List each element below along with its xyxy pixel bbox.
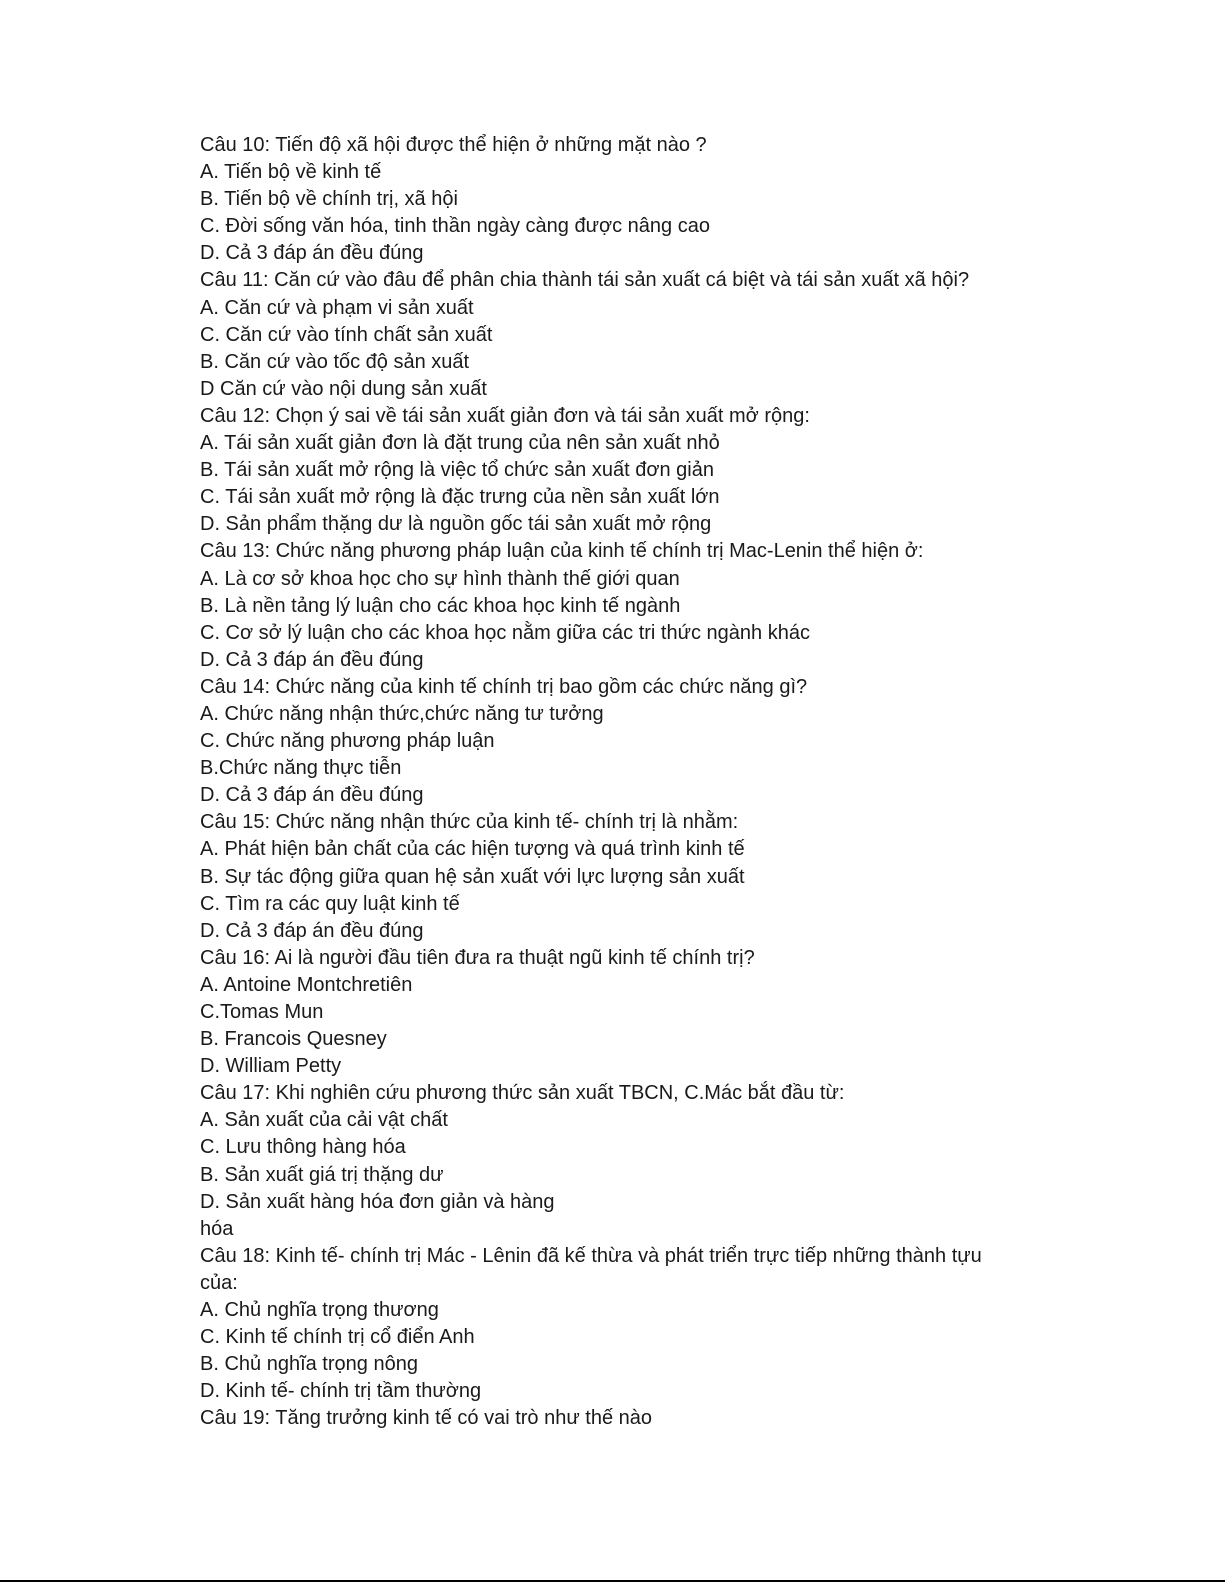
answer-line: B. Chủ nghĩa trọng nông xyxy=(200,1353,418,1376)
question-line: Câu 19: Tăng trưởng kinh tế có vai trò như thế nào xyxy=(200,1407,653,1430)
question-line: Câu 10: Tiến độ xã hội được thể hiện ở những mặt nào ? xyxy=(200,134,707,156)
answer-line: D. William Petty xyxy=(200,1055,342,1078)
answer-line: B. Sản xuất giá trị thặng dư xyxy=(200,1163,444,1186)
answer-line: D. Sản phẩm thặng dư là nguồn gốc tái sản xuất mở rộng xyxy=(200,513,712,536)
answer-line: B. Francois Quesney xyxy=(200,1028,387,1051)
answer-line: A. Tái sản xuất giản đơn là đặt trung của nên sản xuất nhỏ xyxy=(200,432,720,455)
answer-line: của: xyxy=(200,1271,238,1294)
answer-line: C. Tìm ra các quy luật kinh tế xyxy=(200,892,460,915)
answer-line: D. Cả 3 đáp án đều đúng xyxy=(200,919,424,942)
answer-line: B. Là nền tảng lý luận cho các khoa học kinh tế ngành xyxy=(200,594,681,617)
answer-line: B. Tái sản xuất mở rộng là việc tổ chức sản xuất đơn giản xyxy=(200,459,714,482)
answer-line: D Căn cứ vào nội dung sản xuất xyxy=(200,377,487,400)
question-line: Câu 11: Căn cứ vào đâu để phân chia thành tái sản xuất cá biệt và tái sản xuất xã hội? xyxy=(200,269,970,292)
answer-line: D. Cả 3 đáp án đều đúng xyxy=(200,784,424,807)
answer-line: B. Tiến bộ về chính trị, xã hội xyxy=(200,188,458,211)
answer-line: D. Kinh tế- chính trị tầm thường xyxy=(200,1380,482,1403)
answer-line: C. Lưu thông hàng hóa xyxy=(200,1136,406,1159)
answer-line: A. Chủ nghĩa trọng thương xyxy=(200,1299,439,1322)
answer-line: A. Tiến bộ về kinh tế xyxy=(200,161,382,184)
answer-line: C. Cơ sở lý luận cho các khoa học nằm giữa các tri thức ngành khác xyxy=(200,621,810,644)
answer-line: hóa xyxy=(200,1217,234,1240)
answer-line: B. Sự tác động giữa quan hệ sản xuất với lực lượng sản xuất xyxy=(200,865,745,888)
answer-line: A. Sản xuất của cải vật chất xyxy=(200,1109,448,1132)
answer-line: D. Cả 3 đáp án đều đúng xyxy=(200,648,424,671)
question-line: Câu 18: Kinh tế- chính trị Mác - Lênin đã kế thừa và phát triển trực tiếp những thành tựu xyxy=(200,1244,982,1267)
answer-line: C. Căn cứ vào tính chất sản xuất xyxy=(200,323,493,346)
question-line: Câu 13: Chức năng phương pháp luận của kinh tế chính trị Mac-Lenin thể hiện ở: xyxy=(200,540,924,563)
answer-line: A. Phát hiện bản chất của các hiện tượng và quá trình kinh tế xyxy=(200,838,745,861)
page-bottom-rule xyxy=(0,1580,1225,1582)
answer-line: A. Chức năng nhận thức,chức năng tư tưởng xyxy=(200,702,604,725)
answer-line: B.Chức năng thực tiễn xyxy=(200,757,402,780)
answer-line: A. Căn cứ và phạm vi sản xuất xyxy=(200,296,474,319)
answer-line: A. Là cơ sở khoa học cho sự hình thành thế giới quan xyxy=(200,567,680,590)
question-line: Câu 17: Khi nghiên cứu phương thức sản xuất TBCN, C.Mác bắt đầu từ: xyxy=(200,1082,845,1105)
question-line: Câu 16: Ai là người đầu tiên đưa ra thuật ngũ kinh tế chính trị? xyxy=(200,946,755,969)
answer-line: C. Kinh tế chính trị cổ điển Anh xyxy=(200,1326,475,1349)
answer-line: C. Chức năng phương pháp luận xyxy=(200,730,495,753)
question-list xyxy=(200,132,1020,1433)
answer-line: C. Tái sản xuất mở rộng là đặc trưng của nền sản xuất lớn xyxy=(200,486,720,509)
question-line: Câu 14: Chức năng của kinh tế chính trị bao gồm các chức năng gì? xyxy=(200,675,808,698)
question-line: Câu 12: Chọn ý sai về tái sản xuất giản đơn và tái sản xuất mở rộng: xyxy=(200,404,810,427)
answer-line: C.Tomas Mun xyxy=(200,1001,324,1023)
answer-line: A. Antoine Montchretiên xyxy=(200,973,413,996)
answer-line: B. Căn cứ vào tốc độ sản xuất xyxy=(200,350,470,373)
answer-line: C. Đời sống văn hóa, tinh thần ngày càng được nâng cao xyxy=(200,215,710,238)
answer-line: D. Cả 3 đáp án đều đúng xyxy=(200,242,424,265)
answer-line: D. Sản xuất hàng hóa đơn giản và hàng xyxy=(200,1190,555,1213)
question-line: Câu 15: Chức năng nhận thức của kinh tế- chính trị là nhằm: xyxy=(200,811,739,834)
